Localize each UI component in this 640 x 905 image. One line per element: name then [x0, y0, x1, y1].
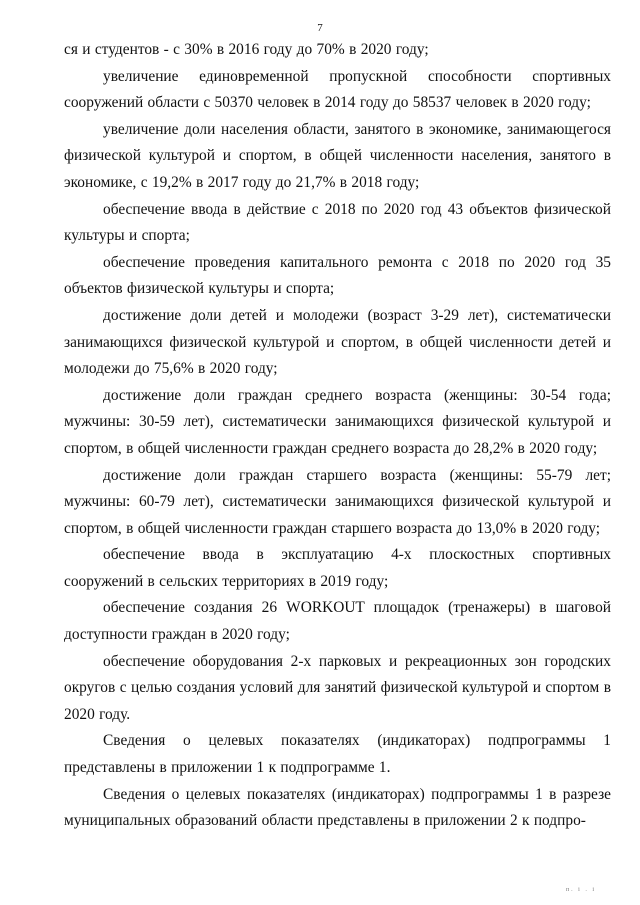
- paragraph-rural-facilities: обеспечение ввода в эксплуатацию 4-х плоскостных спортивных сооружений в сельских территориях в 2019 году;: [64, 546, 611, 590]
- paragraph-indicators-appendix-2: Сведения о целевых показателях (индикаторах) подпрограммы 1 в разрезе муниципальных образований области представлены в приложении 2 к подпро-: [64, 785, 611, 830]
- paragraph-new-facilities: обеспечение ввода в действие с 2018 по 2020 год 43 объектов физической культуры и спорта;: [64, 200, 611, 245]
- paragraph-capacity-increase: увеличение единовременной пропускной способности спортивных сооружений области с 50370 человек в 2014 году до 58537 человек в 2020 году;: [64, 67, 611, 112]
- paragraph-senior-share: достижение доли граждан старшего возраста (женщины: 55-79 лет; мужчины: 60-79 лет), систематически занимающихся физической культурой и спортом, в общей численности граждан старшего возраста до 13,0% в 2020 году;: [64, 466, 611, 537]
- paragraph-park-zones: обеспечение оборудования 2-х парковых и рекреационных зон городских округов с целью создания условий для занятий физической культурой и спортом в 2020 году.: [64, 652, 611, 723]
- paragraph-workout-grounds: обеспечение создания 26 WORKOUT площадок (тренажеры) в шаговой доступности граждан в 2020 году;: [64, 599, 611, 644]
- paragraph-indicators-appendix-1: Сведения о целевых показателях (индикаторах) подпрограммы 1 представлены в приложении 1 к подпрограмме 1.: [64, 732, 611, 777]
- paragraph-employed-population-share: увеличение доли населения области, занятого в экономике, занимающегося физической культурой и спортом, в общей численности населения, занятого в экономике, с 19,2% в 2017 году до 21,7% в 2018 году;: [64, 120, 611, 191]
- footer-mark: п. і . і: [565, 887, 596, 893]
- paragraph-middle-age-share: достижение доли граждан среднего возраста (женщины: 30-54 года; мужчины: 30-59 лет), систематически занимающихся физической культурой и спортом, в общей численности граждан среднего возраста до 28,2% в 2020 году;: [64, 386, 611, 457]
- paragraph-capital-repair: обеспечение проведения капитального ремонта с 2018 по 2020 год 35 объектов физической культуры и спорта;: [64, 253, 611, 298]
- page-number: 7: [317, 22, 323, 34]
- paragraph-youth-share: достижение доли детей и молодежи (возраст 3-29 лет), систематически занимающихся физической культурой и спортом, в общей численности детей и молодежи до 75,6% в 2020 году;: [64, 306, 611, 378]
- document-body: [64, 37, 611, 835]
- paragraph-students-share: ся и студентов - с 30% в 2016 году до 70% в 2020 году;: [64, 41, 429, 58]
